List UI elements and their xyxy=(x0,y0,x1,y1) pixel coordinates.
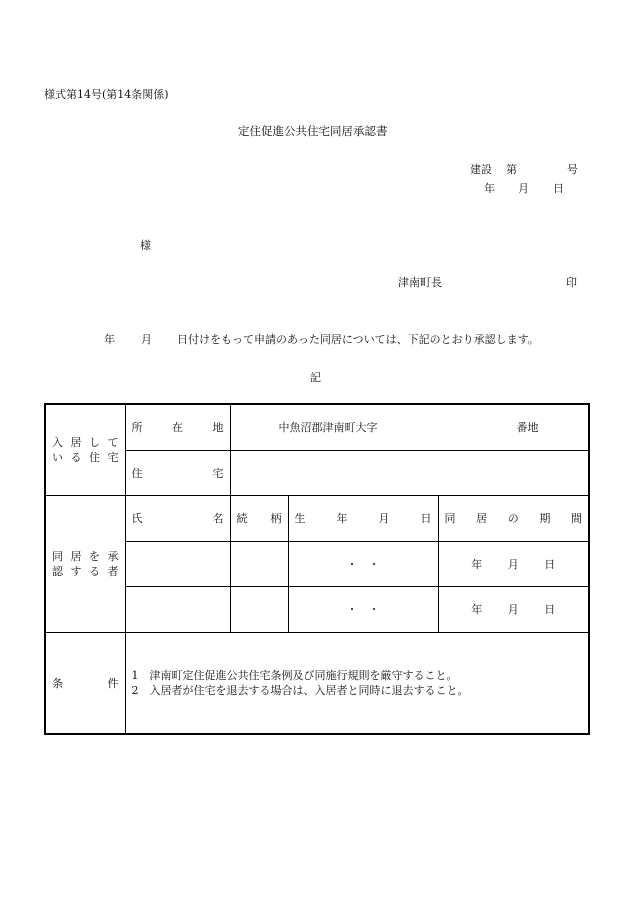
document-title: 定住促進公共住宅同居承認書 xyxy=(238,124,388,138)
condition-item: 2 入居者が住宅を退去する場合は、入居者と同時に退去すること。 xyxy=(131,683,469,697)
house-label: 住 宅 xyxy=(125,450,230,495)
period-cell: 年 月 日 xyxy=(438,541,589,586)
banchi-label: 番地 xyxy=(516,421,539,435)
conditions-label: 条 件 xyxy=(45,632,125,734)
ki-mark: 記 xyxy=(310,371,321,384)
condition-item: 1 津南町定住促進公共住宅条例及び同施行規則を厳守すること。 xyxy=(131,668,458,682)
period-cell: 年 月 日 xyxy=(438,586,589,632)
col-period: 同 居 の 期 間 xyxy=(438,495,589,541)
date-year: 年 xyxy=(484,182,495,195)
form-number: 様式第14号(第14条関係) xyxy=(44,88,169,101)
location-value: 中魚沼郡津南町大字 番地 xyxy=(230,404,589,450)
name-cell xyxy=(125,541,230,586)
house-value xyxy=(230,450,589,495)
seal: 印 xyxy=(566,276,577,289)
table-row xyxy=(45,586,589,632)
issuer: 津南町長 xyxy=(398,276,442,289)
location-label: 所 在 地 xyxy=(125,404,230,450)
ref-prefix: 建設 xyxy=(470,163,492,176)
relation-cell xyxy=(230,586,288,632)
birth-cell: ・ ・ xyxy=(288,586,438,632)
birth-cell: ・ ・ xyxy=(288,541,438,586)
residence-label: 入 居 し て い る 住 宅 xyxy=(45,404,125,495)
addressee-suffix: 様 xyxy=(140,239,151,252)
relation-cell xyxy=(230,541,288,586)
name-cell xyxy=(125,586,230,632)
col-birth: 生 年 月 日 xyxy=(288,495,438,541)
table-row xyxy=(45,541,589,586)
date-day: 日 xyxy=(553,182,564,195)
col-name: 氏 名 xyxy=(125,495,230,541)
conditions-list xyxy=(125,632,589,734)
date-month: 月 xyxy=(518,182,529,195)
ref-number: 第 xyxy=(506,163,517,176)
ref-suffix: 号 xyxy=(567,163,578,176)
approval-statement: 日付けをもって申請のあった同居については、下記のとおり承認します。 xyxy=(177,333,539,346)
col-relation: 続 柄 xyxy=(230,495,288,541)
cohabitant-label: 同 居 を 承 認 す る 者 xyxy=(45,495,125,632)
body-year: 年 xyxy=(104,333,115,346)
body-month: 月 xyxy=(141,333,152,346)
approval-table xyxy=(44,403,590,735)
